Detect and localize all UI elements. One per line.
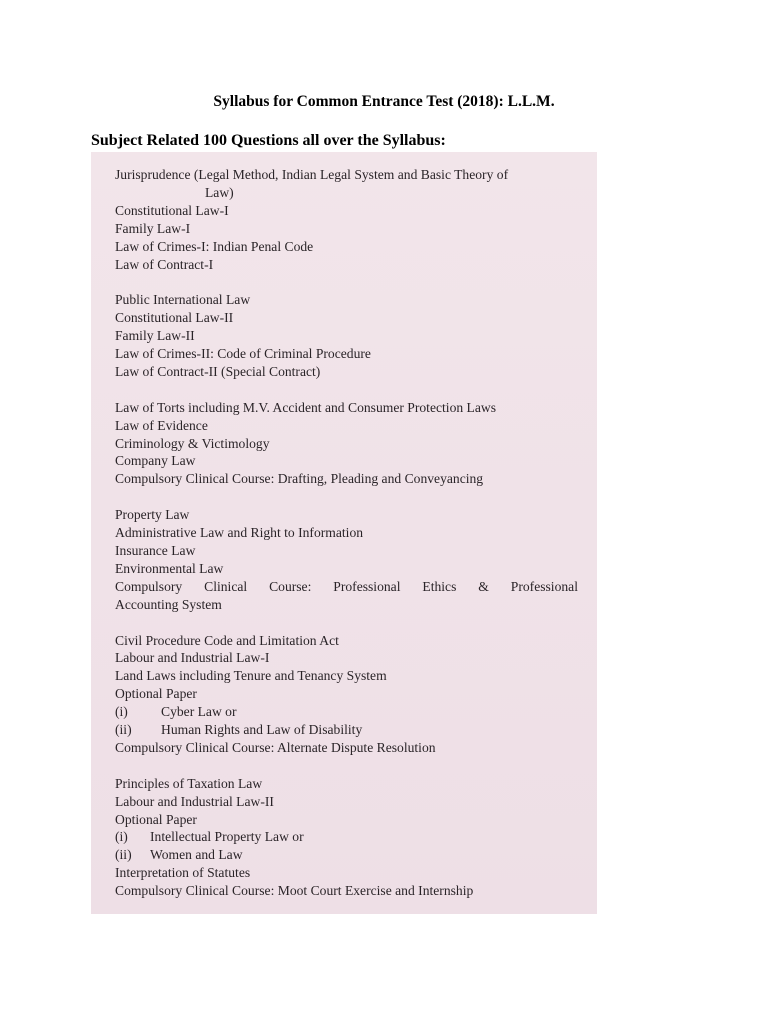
subject-line: Principles of Taxation Law <box>115 775 263 791</box>
subject-line: Optional Paper <box>115 686 197 702</box>
subject-line: Environmental Law <box>115 560 224 576</box>
optional-item-text: Cyber Law or <box>161 704 237 720</box>
subject-line: Jurisprudence (Legal Method, Indian Legal System and Basic Theory of <box>115 167 509 182</box>
word: Professional <box>333 578 401 594</box>
subject-line: Law of Contract-I <box>115 256 214 272</box>
syllabus-group-1 <box>115 166 579 273</box>
subject-line: Optional Paper <box>115 811 197 827</box>
subject-line: Family Law-II <box>115 328 195 344</box>
subject-line: Constitutional Law-I <box>115 202 229 218</box>
subject-line-continuation: Law) <box>205 184 234 200</box>
subject-line: Compulsory Clinical Course: Drafting, Pleading and Conveyancing <box>115 471 484 487</box>
scanned-syllabus-panel <box>91 152 597 914</box>
word: Clinical <box>204 578 248 594</box>
subject-line: Law of Contract-II (Special Contract) <box>115 363 321 379</box>
subject-line: Compulsory Clinical Course: Alternate Dispute Resolution <box>115 739 436 755</box>
subject-line: Interpretation of Statutes <box>115 865 251 881</box>
subject-line: Criminology & Victimology <box>115 435 270 451</box>
subject-line: Compulsory Clinical Course: Moot Court Exercise and Internship <box>115 883 474 899</box>
optional-item <box>115 721 579 739</box>
subject-line: Accounting System <box>115 596 222 612</box>
subject-line: Law of Torts including M.V. Accident and Consumer Protection Laws <box>115 399 497 415</box>
optional-item <box>115 846 579 864</box>
optional-item-text: Women and Law <box>150 847 243 863</box>
word: Compulsory <box>115 578 183 594</box>
syllabus-group-4 <box>115 506 579 613</box>
subject-line-justified <box>115 578 578 596</box>
optional-item-number: (ii) <box>115 722 132 738</box>
subject-line: Labour and Industrial Law-I <box>115 650 270 666</box>
subject-line: Family Law-I <box>115 220 191 236</box>
subject-line: Property Law <box>115 507 190 523</box>
word: Course: <box>269 578 312 594</box>
subject-line: Law of Crimes-II: Code of Criminal Procedure <box>115 346 371 362</box>
optional-item <box>115 828 579 846</box>
syllabus-group-6 <box>115 775 579 900</box>
optional-item-number: (i) <box>115 829 128 845</box>
subject-line: Insurance Law <box>115 542 196 558</box>
document-subtitle: Subject Related 100 Questions all over the Syllabus: <box>91 132 446 149</box>
word: Professional <box>510 578 578 594</box>
subject-line: Labour and Industrial Law-II <box>115 793 274 809</box>
subject-line: Administrative Law and Right to Information <box>115 525 364 541</box>
word: Ethics <box>422 578 457 594</box>
word: & <box>478 578 489 594</box>
optional-item-number: (ii) <box>115 847 132 863</box>
subject-line: Civil Procedure Code and Limitation Act <box>115 632 339 648</box>
syllabus-group-3 <box>115 399 579 489</box>
subject-line: Land Laws including Tenure and Tenancy System <box>115 668 387 684</box>
subject-line: Law of Crimes-I: Indian Penal Code <box>115 238 314 254</box>
subject-line: Public International Law <box>115 292 251 308</box>
document-title: Syllabus for Common Entrance Test (2018): L.L.M. <box>213 93 555 110</box>
syllabus-group-2 <box>115 291 579 381</box>
syllabus-group-5 <box>115 632 579 757</box>
optional-item <box>115 703 579 721</box>
subject-line: Constitutional Law-II <box>115 310 234 326</box>
subject-line: Law of Evidence <box>115 417 208 433</box>
optional-item-text: Human Rights and Law of Disability <box>161 722 363 738</box>
optional-item-number: (i) <box>115 704 128 720</box>
subject-line: Company Law <box>115 453 196 469</box>
optional-item-text: Intellectual Property Law or <box>150 829 304 845</box>
